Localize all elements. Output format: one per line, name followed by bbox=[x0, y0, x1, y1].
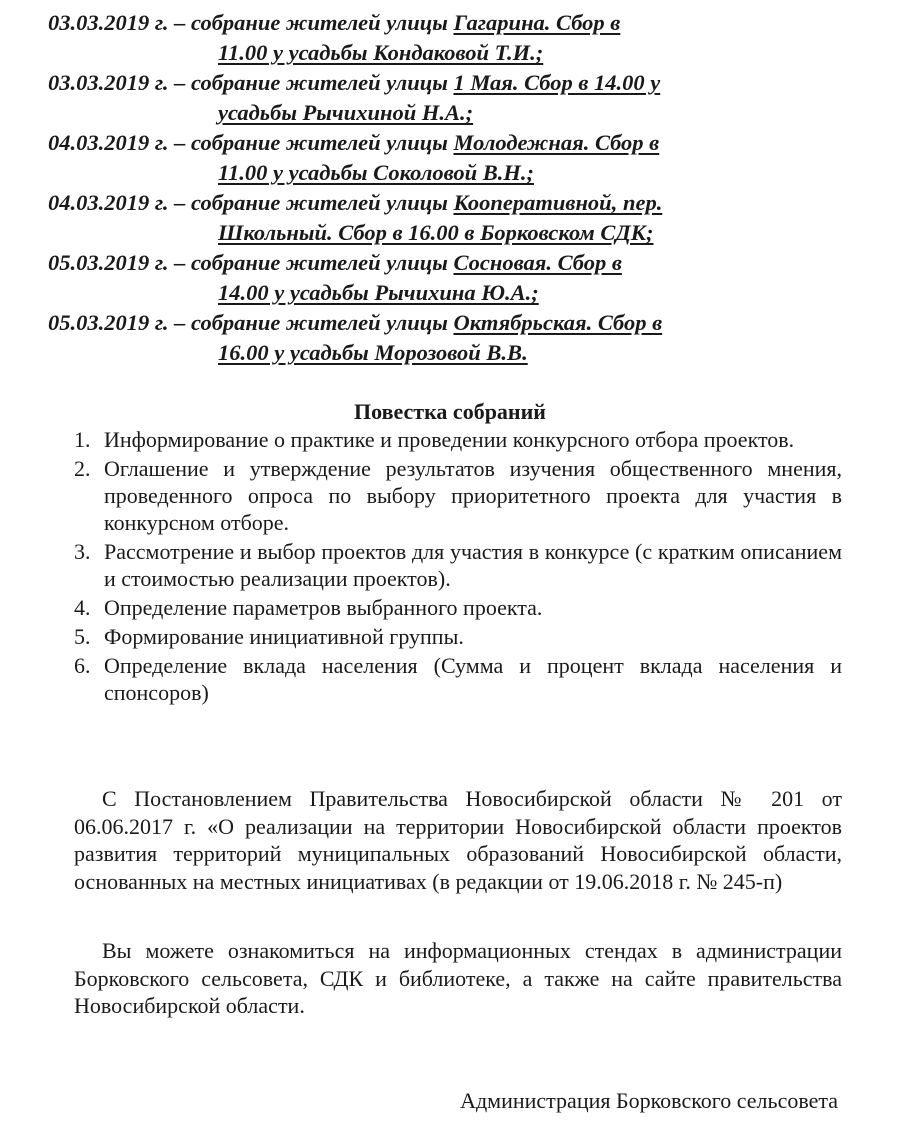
meeting-details: Школьный. Сбор в 16.00 в Борковском СДК; bbox=[218, 220, 654, 245]
agenda-item-number: 3. bbox=[74, 539, 91, 564]
agenda-item bbox=[74, 538, 842, 592]
agenda-item-text: Определение вклада населения (Сумма и процент вклада населения и спонсоров) bbox=[104, 653, 842, 705]
meeting-date: 03.03.2019 г. bbox=[48, 10, 169, 35]
meeting-prefix: – собрание жителей улицы bbox=[168, 10, 454, 35]
meeting-street: Октябрьская. Сбор в bbox=[453, 310, 663, 335]
meeting-entry bbox=[48, 308, 848, 368]
agenda-item-number: 2. bbox=[74, 456, 91, 481]
meeting-details: 16.00 у усадьбы Морозовой В.В. bbox=[218, 340, 528, 365]
agenda-item bbox=[74, 652, 842, 706]
agenda-list bbox=[74, 426, 842, 708]
agenda-item-text: Рассмотрение и выбор проектов для участия в конкурсе (с кратким описанием и стоимостью реализации проектов). bbox=[104, 539, 842, 591]
agenda-item-text: Оглашение и утверждение результатов изучения общественного мнения, проведенного опроса по выбору приоритетного проекта для участия в конкурсном отборе. bbox=[104, 456, 842, 535]
meeting-prefix: – собрание жителей улицы bbox=[168, 310, 454, 335]
info-paragraph: Вы можете ознакомиться на информационных стендах в администрации Борковского сельсовета, СДК и библиотеке, а также на сайте правительства Новосибирской области. bbox=[74, 938, 842, 1018]
meeting-street: Молодежная. Сбор в bbox=[453, 130, 660, 155]
meeting-date: 03.03.2019 г. bbox=[48, 70, 169, 95]
meeting-date: 05.03.2019 г. bbox=[48, 310, 169, 335]
agenda-item-number: 5. bbox=[74, 624, 91, 649]
meeting-schedule bbox=[48, 8, 848, 368]
meeting-entry bbox=[48, 128, 848, 188]
meeting-details: усадьбы Рычихиной Н.А.; bbox=[218, 100, 474, 125]
agenda-item bbox=[74, 426, 842, 453]
agenda-item-text: Информирование о практике и проведении конкурсного отбора проектов. bbox=[104, 427, 795, 452]
agenda-item-number: 6. bbox=[74, 653, 91, 678]
meeting-date: 04.03.2019 г. bbox=[48, 130, 169, 155]
meeting-street: Гагарина. Сбор в bbox=[453, 10, 621, 35]
meeting-prefix: – собрание жителей улицы bbox=[168, 250, 454, 275]
agenda-item bbox=[74, 455, 842, 536]
agenda-item-number: 1. bbox=[74, 427, 91, 452]
meeting-prefix: – собрание жителей улицы bbox=[168, 70, 454, 95]
meeting-details: 11.00 у усадьбы Кондаковой Т.И.; bbox=[218, 40, 544, 65]
meeting-date: 05.03.2019 г. bbox=[48, 250, 169, 275]
meeting-street: 1 Мая. Сбор в 14.00 у bbox=[453, 70, 661, 95]
agenda-item-text: Формирование инициативной группы. bbox=[104, 624, 464, 649]
agenda-item-text: Определение параметров выбранного проекта. bbox=[104, 595, 543, 620]
meeting-prefix: – собрание жителей улицы bbox=[168, 190, 454, 215]
meeting-street: Сосновая. Сбор в bbox=[453, 250, 622, 275]
agenda-item bbox=[74, 623, 842, 650]
signature: Администрация Борковского сельсовета bbox=[460, 1088, 838, 1113]
agenda-item-number: 4. bbox=[74, 595, 91, 620]
meeting-entry bbox=[48, 68, 848, 128]
resolution-paragraph: С Постановлением Правительства Новосибирской области № 201 от 06.06.2017 г. «О реализации на территории Новосибирской области проектов развития территорий муниципальных образований Новосибирской области, основанных на местных инициативах (в редакции от 19.06.2018 г. № 245-п) bbox=[74, 786, 842, 894]
meeting-date: 04.03.2019 г. bbox=[48, 190, 169, 215]
agenda-title: Повестка собраний bbox=[354, 399, 546, 424]
meeting-prefix: – собрание жителей улицы bbox=[168, 130, 454, 155]
meeting-details: 14.00 у усадьбы Рычихина Ю.А.; bbox=[218, 280, 539, 305]
meeting-entry bbox=[48, 188, 848, 248]
meeting-entry bbox=[48, 248, 848, 308]
meeting-entry bbox=[48, 8, 848, 68]
agenda-item bbox=[74, 594, 842, 621]
meeting-details: 11.00 у усадьбы Соколовой В.Н.; bbox=[218, 160, 535, 185]
meeting-street: Кооперативной, пер. bbox=[453, 190, 663, 215]
